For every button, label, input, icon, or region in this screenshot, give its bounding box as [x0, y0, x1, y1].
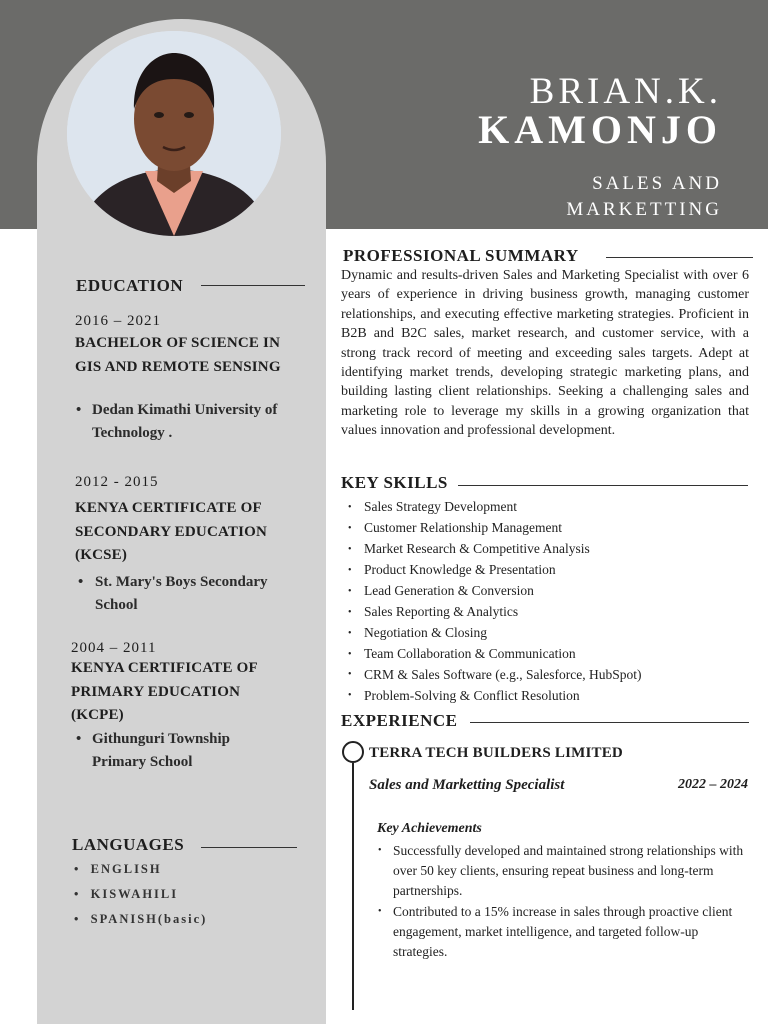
language-item — [74, 887, 178, 902]
language-label: ENGLISH — [90, 862, 162, 876]
skill-item — [348, 581, 641, 602]
bullet-icon: • — [348, 585, 352, 597]
skill-label: Market Research & Competitive Analysis — [364, 540, 590, 556]
bullet-icon: • — [74, 912, 81, 926]
skill-item — [348, 623, 641, 644]
achievement-item — [378, 841, 748, 902]
achievement-text: Contributed to a 15% increase in sales through proactive client engagement, market intelligence, and targeted follow-up strategies. — [393, 903, 733, 960]
experience-rule — [470, 722, 749, 723]
skill-label: CRM & Sales Software (e.g., Salesforce, HubSpot) — [364, 666, 642, 682]
education-degree: KENYA CERTIFICATE OF SECONDARY EDUCATION (KCSE) — [75, 500, 268, 563]
education-degree: BACHELOR OF SCIENCE IN GIS AND REMOTE SENSING — [75, 335, 281, 375]
first-name: BRIAN.K. — [529, 71, 722, 112]
skill-item — [348, 497, 641, 518]
education-years: 2012 - 2015 — [75, 474, 159, 490]
education-heading: EDUCATION — [76, 276, 184, 295]
bullet-icon: • — [76, 402, 82, 418]
skill-item — [348, 539, 641, 560]
timeline-marker-icon — [342, 741, 364, 763]
education-school-item — [76, 399, 286, 445]
skills-heading: KEY SKILLS — [341, 473, 448, 492]
education-school: St. Mary's Boys Secondary School — [95, 574, 268, 613]
job-title-line-2: MARKETTING — [566, 199, 722, 220]
language-label: KISWAHILI — [90, 887, 179, 901]
bullet-icon: • — [348, 627, 352, 639]
job-period: 2022 – 2024 — [678, 777, 748, 792]
education-years: 2016 – 2021 — [75, 313, 161, 329]
education-school: Dedan Kimathi University of Technology . — [92, 402, 278, 441]
skill-item — [348, 602, 641, 623]
skill-label: Lead Generation & Conversion — [364, 582, 534, 598]
education-school: Githunguri Township Primary School — [92, 731, 230, 770]
bullet-icon: • — [74, 862, 81, 876]
bullet-icon: • — [348, 564, 352, 576]
education-rule — [201, 285, 305, 286]
achievement-item — [378, 902, 748, 963]
language-item — [74, 912, 207, 927]
language-label: SPANISH(basic) — [90, 912, 208, 926]
skill-label: Problem-Solving & Conflict Resolution — [364, 687, 580, 703]
education-school-item — [78, 571, 293, 617]
bullet-icon: • — [348, 522, 352, 534]
skill-label: Sales Strategy Development — [364, 499, 517, 514]
bullet-icon: • — [348, 543, 352, 555]
skill-label: Customer Relationship Management — [364, 519, 562, 535]
skill-label: Sales Reporting & Analytics — [364, 603, 519, 619]
bullet-icon: • — [76, 731, 82, 747]
experience-heading: EXPERIENCE — [341, 711, 458, 730]
summary-rule — [606, 257, 753, 258]
skill-label: Product Knowledge & Presentation — [364, 561, 556, 577]
skill-item — [348, 644, 641, 665]
job-title-line-1: SALES AND — [592, 173, 722, 194]
bullet-icon: • — [348, 669, 352, 681]
skill-item — [348, 560, 641, 581]
job-role: Sales and Marketting Specialist — [369, 777, 565, 793]
achievements-list — [378, 841, 748, 962]
languages-rule — [201, 847, 297, 848]
bullet-icon: • — [348, 606, 352, 618]
achievements-heading: Key Achievements — [377, 821, 482, 836]
profile-photo — [67, 31, 281, 236]
company-name: TERRA TECH BUILDERS LIMITED — [369, 745, 623, 761]
skills-list — [348, 497, 641, 707]
skill-item — [348, 518, 641, 539]
bullet-icon: • — [348, 690, 352, 702]
bullet-icon: • — [378, 845, 382, 856]
education-years: 2004 – 2011 — [71, 640, 157, 656]
education-degree: KENYA CERTIFICATE OF PRIMARY EDUCATION (KCPE) — [71, 660, 258, 723]
bullet-icon: • — [378, 905, 382, 917]
skill-label: Negotiation & Closing — [364, 624, 487, 640]
summary-text: Dynamic and results-driven Sales and Marketing Specialist with over 6 years of experience in driving business growth, managing customer relationships, and executing effective marketing strategies. Proficient in B2B and B2C sales, market research, and customer service, with a strong track record of meeting and exceeding sales targets. Adept at identifying market trends, developing strategic marketing plans, and building lasting client relationships. Seeking a challenging sales and marketing role to leverage my skills in a growing organization that values innovation and professional development. — [341, 268, 749, 439]
summary-heading: PROFESSIONAL SUMMARY — [343, 246, 579, 265]
language-item — [74, 862, 162, 877]
skills-rule — [458, 485, 748, 486]
education-school-item — [76, 728, 276, 774]
bullet-icon: • — [348, 501, 352, 513]
bullet-icon: • — [78, 574, 84, 590]
timeline-line — [352, 763, 354, 1010]
achievement-text: Successfully developed and maintained strong relationships with over 50 key clients, ensuring repeat business and long-term partnerships. — [393, 843, 744, 899]
languages-heading: LANGUAGES — [72, 835, 185, 854]
skill-label: Team Collaboration & Communication — [364, 645, 576, 661]
bullet-icon: • — [348, 648, 352, 660]
last-name: KAMONJO — [478, 107, 722, 152]
skill-item — [348, 665, 641, 686]
skill-item — [348, 686, 641, 707]
bullet-icon: • — [74, 887, 81, 901]
